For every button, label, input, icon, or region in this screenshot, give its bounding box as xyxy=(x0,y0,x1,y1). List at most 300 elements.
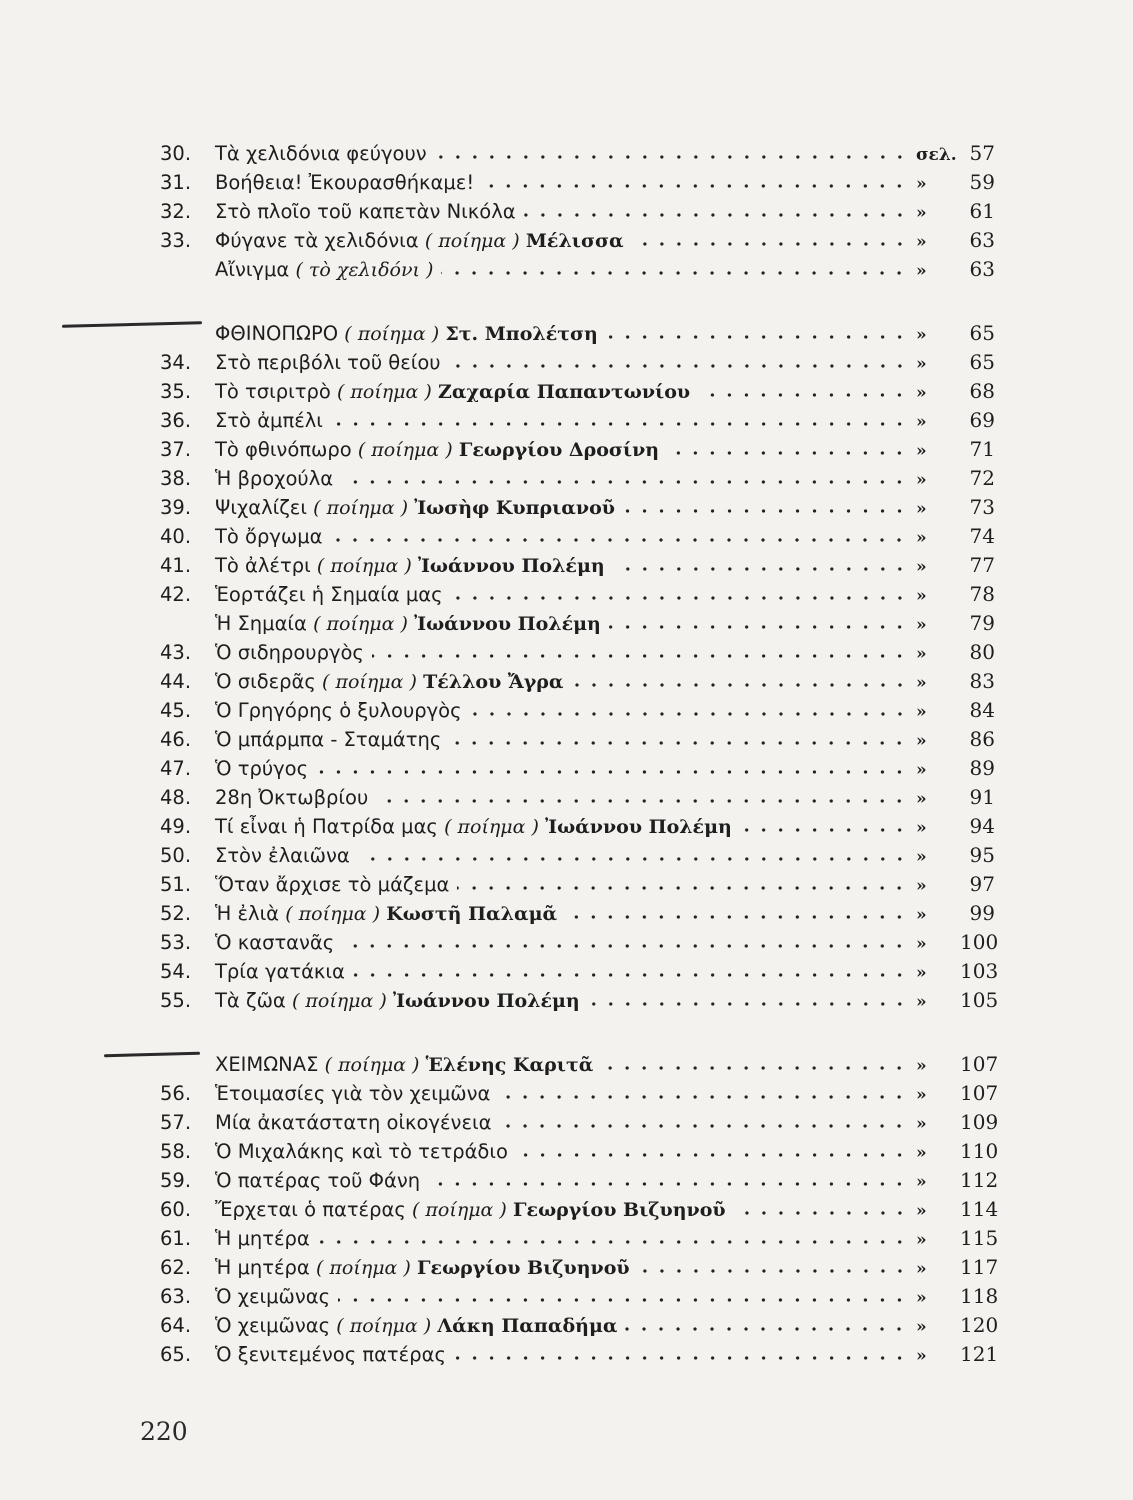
entry-title-text: Τί εἶναι ἡ Πατρίδα μας xyxy=(215,815,438,838)
entry-author: Ζαχαρία Παπαντωνίου xyxy=(438,381,691,403)
dot-leader xyxy=(601,1065,908,1071)
entry-page: 74 xyxy=(969,524,995,548)
entry-title xyxy=(215,322,598,345)
page-marker: » xyxy=(916,412,927,432)
entry-page: 79 xyxy=(969,611,995,635)
entry-title-text: Ἡ μητέρα xyxy=(215,1227,310,1250)
entry-page: 61 xyxy=(969,199,995,223)
entry-number: 63. xyxy=(160,1285,192,1308)
entry-title-text: Ἡ Σημαία xyxy=(215,612,307,635)
dot-leader xyxy=(588,1001,908,1007)
entry-page: 78 xyxy=(969,582,995,606)
entry-author: Γεωργίου Βιζυηνοῦ xyxy=(513,1199,726,1221)
toc-entry xyxy=(160,1105,999,1134)
entry-title-text: Τὸ τσιριτρὸ xyxy=(215,380,331,403)
entry-title-text: Αἴνιγμα xyxy=(215,258,290,281)
entry-author: Τέλλου Ἄγρα xyxy=(423,671,564,693)
entry-title xyxy=(215,786,368,809)
entry-title-text: Στὸ ἀμπέλι xyxy=(215,409,323,432)
entry-number: 44. xyxy=(160,670,192,693)
entry-genre: ( ποίημα ) xyxy=(322,671,417,693)
toc-entry xyxy=(160,1163,999,1192)
entry-page: 99 xyxy=(969,901,995,925)
toc-entry xyxy=(160,896,995,925)
entry-page: 120 xyxy=(960,1313,999,1337)
page-marker: » xyxy=(916,731,927,751)
entry-number: 54. xyxy=(160,960,192,983)
entry-title-text: Ὁ σιδερᾶς xyxy=(215,670,316,693)
entry-title xyxy=(215,467,333,490)
entry-page: 109 xyxy=(960,1110,999,1134)
entry-author: Γεωργίου Βιζυηνοῦ xyxy=(417,1257,630,1279)
entry-title xyxy=(215,496,615,519)
entry-title-text: Στὸν ἐλαιῶνα xyxy=(215,844,350,867)
entry-title-text: Τρία γατάκια xyxy=(215,960,345,983)
entry-title xyxy=(215,960,345,983)
entry-title xyxy=(215,844,350,867)
dot-leader xyxy=(341,479,908,485)
entry-author: Ἰωάννου Πολέμη xyxy=(545,816,732,838)
dot-leader xyxy=(372,653,908,659)
toc-entry xyxy=(160,316,995,345)
entry-genre: ( ποίημα ) xyxy=(444,816,539,838)
page-marker: » xyxy=(916,1317,927,1337)
entry-title-text: Τὸ φθινόπωρο xyxy=(215,438,352,461)
entry-title-text: Ἡ βροχούλα xyxy=(215,467,334,490)
entry-author: Ἰωάννου Πολέμη xyxy=(393,990,580,1012)
entry-title xyxy=(215,200,516,223)
toc-entry xyxy=(160,1221,999,1250)
page-marker: » xyxy=(916,174,927,194)
entry-title xyxy=(215,554,605,577)
entry-number: 60. xyxy=(160,1198,192,1221)
entry-page: 94 xyxy=(969,814,995,838)
entry-title-text: Ὁ ξενιτεμένος πατέρας xyxy=(215,1343,446,1366)
entry-page: 68 xyxy=(969,379,995,403)
entry-page: 69 xyxy=(969,408,995,432)
entry-title xyxy=(215,380,690,403)
dot-leader xyxy=(449,740,908,746)
entry-number: 33. xyxy=(160,229,192,252)
entry-page: 84 xyxy=(969,698,995,722)
entry-title-text: Ὅταν ἄρχισε τὸ μάζεμα xyxy=(215,873,450,896)
dot-leader xyxy=(625,1326,908,1332)
dot-leader xyxy=(516,1152,908,1158)
page-marker: » xyxy=(916,499,927,519)
entry-page: 100 xyxy=(960,930,999,954)
entry-number: 61. xyxy=(160,1227,192,1250)
toc-entry xyxy=(160,867,995,896)
entry-page: 86 xyxy=(969,727,995,751)
entry-title xyxy=(215,699,462,722)
toc-entry xyxy=(160,780,995,809)
entry-author: Κωστῆ Παλαμᾶ xyxy=(386,903,558,925)
entry-page: 107 xyxy=(960,1081,999,1105)
entry-title-text: Ὁ καστανᾶς xyxy=(215,931,335,954)
entry-number: 64. xyxy=(160,1314,192,1337)
dot-leader xyxy=(454,1355,908,1361)
entry-author: Μέλισσα xyxy=(525,230,624,252)
toc-entry xyxy=(160,1337,999,1366)
entry-number: 52. xyxy=(160,902,192,925)
entry-title-text: Ὁ Γρηγόρης ὁ ξυλουργὸς xyxy=(215,699,462,722)
page-marker: » xyxy=(916,528,927,548)
toc-entry xyxy=(160,345,995,374)
toc-entry xyxy=(160,838,995,867)
entry-genre: ( ποίημα ) xyxy=(357,439,453,461)
page-marker: » xyxy=(916,1172,927,1192)
dot-leader xyxy=(441,270,908,276)
dot-leader xyxy=(606,334,908,340)
entry-number: 59. xyxy=(160,1169,192,1192)
entry-number: 35. xyxy=(160,380,192,403)
entry-title xyxy=(215,757,308,780)
entry-genre: ( ποίημα ) xyxy=(411,1199,507,1221)
entry-title xyxy=(215,525,322,548)
entry-page: 97 xyxy=(969,872,995,896)
entry-genre: ( ποίημα ) xyxy=(336,381,432,403)
dot-leader xyxy=(565,914,908,920)
entry-title xyxy=(215,670,564,693)
entry-title xyxy=(215,1285,330,1308)
dot-leader xyxy=(698,392,908,398)
dot-leader xyxy=(449,363,908,369)
entry-number: 58. xyxy=(160,1140,192,1163)
toc-entry xyxy=(160,1308,999,1337)
entry-title xyxy=(215,1343,446,1366)
entry-title xyxy=(215,1198,726,1221)
entry-title xyxy=(215,815,732,838)
entry-page: 57 xyxy=(969,141,995,165)
dot-leader xyxy=(451,595,908,601)
entry-title xyxy=(215,409,323,432)
toc-entry xyxy=(160,490,995,519)
entry-page: 65 xyxy=(969,350,995,374)
entry-title-text: Ὁ μπάρμπα - Σταμάτης xyxy=(215,728,442,751)
entry-author: Ἰωάννου Πολέμη xyxy=(414,613,601,635)
entry-title xyxy=(215,258,433,281)
dot-leader xyxy=(358,856,908,862)
entry-number: 40. xyxy=(160,525,192,548)
entry-genre: ( τὸ χελιδόνι ) xyxy=(295,259,434,281)
entry-genre: ( ποίημα ) xyxy=(313,497,408,519)
page-marker: » xyxy=(916,1230,927,1250)
entry-title-text: ΧΕΙΜΩΝΑΣ xyxy=(215,1053,319,1076)
entry-number: 42. xyxy=(160,583,192,606)
dot-leader xyxy=(499,1123,908,1129)
entry-title-text: Ἡ ἐλιὰ xyxy=(215,902,280,925)
page-marker: » xyxy=(916,586,927,606)
dot-leader xyxy=(435,154,908,160)
entry-title xyxy=(215,583,443,606)
entry-title-text: Τὸ ὄργωμα xyxy=(215,525,323,548)
page-marker: » xyxy=(916,383,927,403)
toc-entry xyxy=(160,165,995,194)
entry-number: 39. xyxy=(160,496,192,519)
toc-entry xyxy=(160,751,995,780)
toc-entry xyxy=(160,693,995,722)
entry-title-text: Ὁ χειμῶνας xyxy=(215,1314,331,1337)
entry-author: Ἑλένης Καριτᾶ xyxy=(425,1054,594,1076)
toc-entry xyxy=(160,374,995,403)
dot-leader xyxy=(613,566,908,572)
toc-entry xyxy=(160,194,995,223)
entry-page: 63 xyxy=(969,257,995,281)
entry-genre: ( ποίημα ) xyxy=(344,323,440,345)
dot-leader xyxy=(623,508,908,514)
entry-number: 51. xyxy=(160,873,192,896)
entry-title-text: ΦΘΙΝΟΠΩΡΟ xyxy=(215,322,339,345)
toc-entry xyxy=(160,223,995,252)
entry-page: 115 xyxy=(960,1226,999,1250)
entry-title-text: Φύγανε τὰ χελιδόνια xyxy=(215,229,419,252)
page-marker: » xyxy=(916,203,927,223)
page-marker: » xyxy=(916,1259,927,1279)
page-marker: » xyxy=(916,325,927,345)
entry-number: 65. xyxy=(160,1343,192,1366)
entry-page: 89 xyxy=(969,756,995,780)
entry-title-text: Τὰ ζῶα xyxy=(215,989,286,1012)
dot-leader xyxy=(353,972,908,978)
entry-title xyxy=(215,1256,630,1279)
dot-leader xyxy=(376,798,908,804)
dot-leader xyxy=(632,241,908,247)
toc-entry xyxy=(160,548,995,577)
dot-leader xyxy=(667,450,908,456)
entry-page: 117 xyxy=(960,1255,999,1279)
toc-entry xyxy=(160,519,995,548)
entry-title xyxy=(215,1053,593,1076)
entry-title-text: Ὁ Μιχαλάκης καὶ τὸ τετράδιο xyxy=(215,1140,508,1163)
entry-number: 57. xyxy=(160,1111,192,1134)
dot-leader xyxy=(638,1268,908,1274)
toc-entry xyxy=(160,1279,999,1308)
entry-title-text: Ὁ τρύγος xyxy=(215,757,309,780)
toc-entry xyxy=(160,606,995,635)
page-marker: » xyxy=(916,441,927,461)
page-marker: σελ. xyxy=(916,145,957,165)
entry-number: 36. xyxy=(160,409,192,432)
entry-number: 30. xyxy=(160,142,192,165)
entry-title xyxy=(215,438,659,461)
entry-title xyxy=(215,1169,420,1192)
page-marker: » xyxy=(916,470,927,490)
entry-title-text: Ὁ πατέρας τοῦ Φάνη xyxy=(215,1169,421,1192)
page-marker: » xyxy=(916,702,927,722)
entry-number: 49. xyxy=(160,815,192,838)
entry-author: Λάκη Παπαδήμα xyxy=(437,1315,618,1337)
entry-number: 46. xyxy=(160,728,192,751)
page-marker: » xyxy=(916,1085,927,1105)
entry-title-text: Ψιχαλίζει xyxy=(215,496,307,519)
page-marker: » xyxy=(916,1288,927,1308)
toc-entry xyxy=(160,722,995,751)
entry-number: 37. xyxy=(160,438,192,461)
dot-leader xyxy=(609,624,908,630)
toc-entry xyxy=(160,809,995,838)
entry-title xyxy=(215,641,364,664)
page-number: 220 xyxy=(140,1417,188,1446)
entry-title xyxy=(215,1314,617,1337)
dot-leader xyxy=(734,1210,908,1216)
toc-entry xyxy=(160,432,995,461)
entry-page: 73 xyxy=(969,495,995,519)
entry-number: 43. xyxy=(160,641,192,664)
toc-entry xyxy=(160,1134,999,1163)
entry-genre: ( ποίημα ) xyxy=(315,1257,411,1279)
toc-entry xyxy=(160,252,995,281)
page-marker: » xyxy=(916,876,927,896)
toc-entry xyxy=(160,1047,999,1076)
entry-number: 48. xyxy=(160,786,192,809)
entry-title-text: Ἡ μητέρα xyxy=(215,1256,310,1279)
dot-leader xyxy=(316,769,908,775)
entry-page: 118 xyxy=(960,1284,999,1308)
dot-leader xyxy=(740,827,908,833)
page-marker: » xyxy=(916,992,927,1012)
toc-entry xyxy=(160,635,995,664)
entry-title xyxy=(215,229,624,252)
entry-title-text: Μία ἀκατάστατη οἰκογένεια xyxy=(215,1111,492,1134)
entry-genre: ( ποίημα ) xyxy=(424,230,520,252)
entry-author: Ἰωάννου Πολέμη xyxy=(417,555,605,577)
entry-page: 77 xyxy=(969,553,995,577)
entry-page: 65 xyxy=(969,321,995,345)
entry-title-text: Ὁ σιδηρουργὸς xyxy=(215,641,364,664)
entry-page: 95 xyxy=(969,843,995,867)
entry-title-text: Ἔρχεται ὁ πατέρας xyxy=(215,1198,406,1221)
dot-leader xyxy=(482,183,908,189)
page-marker: » xyxy=(916,1201,927,1221)
dot-leader xyxy=(498,1094,908,1100)
toc-entry xyxy=(160,925,999,954)
entry-page: 59 xyxy=(969,170,995,194)
entry-number: 56. xyxy=(160,1082,192,1105)
entry-title xyxy=(215,351,441,374)
page-marker: » xyxy=(916,934,927,954)
entry-page: 105 xyxy=(960,988,999,1012)
entry-page: 112 xyxy=(960,1168,999,1192)
dot-leader xyxy=(470,711,908,717)
entry-number: 55. xyxy=(160,989,192,1012)
entry-page: 114 xyxy=(960,1197,999,1221)
entry-title xyxy=(215,142,427,165)
entry-title xyxy=(215,1140,508,1163)
entry-title-text: 28η Ὀκτωβρίου xyxy=(215,786,369,809)
entry-title xyxy=(215,989,580,1012)
dot-leader xyxy=(457,885,908,891)
dot-leader xyxy=(524,212,908,218)
toc-entry xyxy=(160,1192,999,1221)
entry-title xyxy=(215,931,334,954)
entry-number: 31. xyxy=(160,171,192,194)
page-marker: » xyxy=(916,261,927,281)
entry-page: 110 xyxy=(960,1139,999,1163)
entry-genre: ( ποίημα ) xyxy=(324,1054,420,1076)
entry-title-text: Ἑτοιμασίες γιὰ τὸν χειμῶνα xyxy=(215,1082,491,1105)
entry-title xyxy=(215,728,441,751)
entry-title-text: Ὁ χειμῶνας xyxy=(215,1285,331,1308)
entry-genre: ( ποίημα ) xyxy=(336,1315,432,1337)
page-marker: » xyxy=(916,818,927,838)
page-marker: » xyxy=(916,354,927,374)
entry-page: 80 xyxy=(969,640,995,664)
entry-genre: ( ποίημα ) xyxy=(285,903,381,925)
entry-page: 107 xyxy=(960,1052,999,1076)
entry-title xyxy=(215,1111,491,1134)
toc-entry xyxy=(160,403,995,432)
toc-entry xyxy=(160,1076,999,1105)
toc-entry xyxy=(160,136,995,165)
page-marker: » xyxy=(916,557,927,577)
page-marker: » xyxy=(916,1346,927,1366)
entry-title xyxy=(215,1227,310,1250)
page-marker: » xyxy=(916,644,927,664)
entry-genre: ( ποίημα ) xyxy=(313,613,408,635)
page-marker: » xyxy=(916,905,927,925)
page-marker: » xyxy=(916,673,927,693)
entry-title-text: Στὸ περιβόλι τοῦ θείου xyxy=(215,351,441,374)
entry-page: 83 xyxy=(969,669,995,693)
entry-page: 103 xyxy=(960,959,999,983)
page-marker: » xyxy=(916,1143,927,1163)
dot-leader xyxy=(338,1297,908,1303)
toc-entry xyxy=(160,954,999,983)
entry-page: 91 xyxy=(969,785,995,809)
entry-genre: ( ποίημα ) xyxy=(291,990,387,1012)
entry-author: Ἰωσὴφ Κυπριανοῦ xyxy=(414,497,615,519)
entry-number: 45. xyxy=(160,699,192,722)
page-marker: » xyxy=(916,615,927,635)
entry-number: 62. xyxy=(160,1256,192,1279)
toc-entry xyxy=(160,461,995,490)
entry-author: Στ. Μπολέτση xyxy=(445,323,598,345)
entry-page: 72 xyxy=(969,466,995,490)
page-marker: » xyxy=(916,232,927,252)
entry-title xyxy=(215,171,474,194)
entry-title xyxy=(215,902,557,925)
entry-page: 121 xyxy=(960,1342,999,1366)
entry-title xyxy=(215,873,449,896)
entry-page: 71 xyxy=(969,437,995,461)
page-marker: » xyxy=(916,760,927,780)
entry-number: 50. xyxy=(160,844,192,867)
toc-entry xyxy=(160,664,995,693)
entry-number: 34. xyxy=(160,351,192,374)
entry-number: 32. xyxy=(160,200,192,223)
entry-genre: ( ποίημα ) xyxy=(316,555,412,577)
toc-entry xyxy=(160,983,999,1012)
entry-number: 53. xyxy=(160,931,192,954)
page-marker: » xyxy=(916,847,927,867)
entry-page: 63 xyxy=(969,228,995,252)
entry-title-text: Βοήθεια! Ἐκουρασθήκαμε! xyxy=(215,171,475,194)
toc-entry xyxy=(160,577,995,606)
entry-title xyxy=(215,612,601,635)
page-marker: » xyxy=(916,1114,927,1134)
entry-author: Γεωργίου Δροσίνη xyxy=(458,439,660,461)
dot-leader xyxy=(330,537,908,543)
entry-number: 47. xyxy=(160,757,192,780)
toc-entry xyxy=(160,1250,999,1279)
entry-title-text: Τὰ χελιδόνια φεύγουν xyxy=(215,142,427,165)
page-marker: » xyxy=(916,963,927,983)
dot-leader xyxy=(572,682,909,688)
entry-number: 38. xyxy=(160,467,192,490)
page-marker: » xyxy=(916,789,927,809)
dot-leader xyxy=(331,421,908,427)
entry-number: 41. xyxy=(160,554,192,577)
